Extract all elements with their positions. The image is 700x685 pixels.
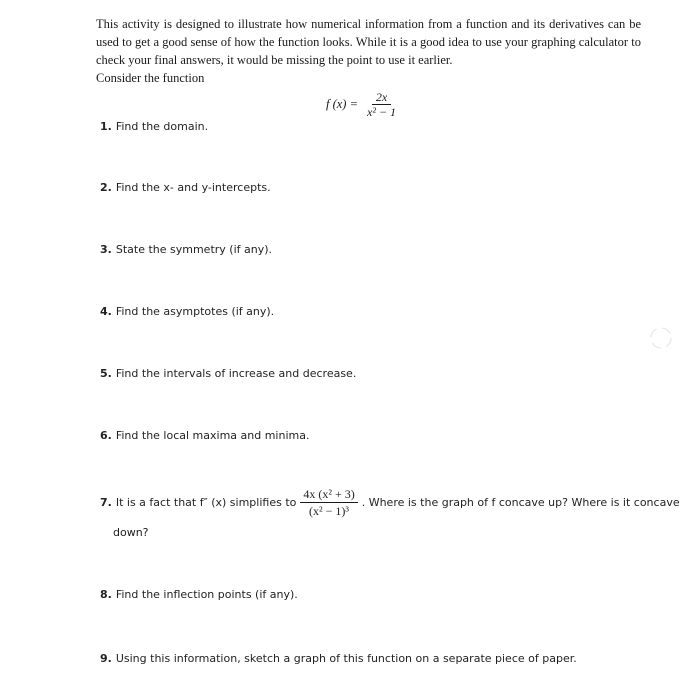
question-4 bbox=[100, 305, 274, 318]
function-formula bbox=[326, 90, 400, 119]
question-number: 2. bbox=[100, 181, 112, 194]
consider-label: Consider the function bbox=[96, 71, 205, 85]
question-text: Find the domain. bbox=[115, 120, 209, 133]
second-derivative-fraction bbox=[300, 486, 357, 519]
question-number: 5. bbox=[100, 367, 112, 380]
question-8 bbox=[100, 588, 298, 601]
question-7-continuation: down? bbox=[113, 526, 149, 539]
question-text: It is a fact that f″ (x) simplifies to bbox=[115, 496, 297, 509]
question-text: Find the asymptotes (if any). bbox=[115, 305, 275, 318]
question-text-continued: . Where is the graph of f concave up? Where is it concave bbox=[361, 496, 680, 509]
question-text: Using this information, sketch a graph of this function on a separate piece of paper. bbox=[115, 652, 577, 665]
question-6 bbox=[100, 429, 309, 442]
question-text: Find the intervals of increase and decrease. bbox=[115, 367, 357, 380]
formula-lhs: f (x) = bbox=[326, 97, 359, 111]
question-1 bbox=[100, 120, 208, 133]
question-9 bbox=[100, 652, 577, 665]
question-text: Find the x- and y-intercepts. bbox=[115, 181, 271, 194]
formula-denominator: x² − 1 bbox=[367, 105, 397, 119]
question-2 bbox=[100, 181, 271, 194]
question-number: 9. bbox=[100, 652, 112, 665]
formula-numerator: 2x bbox=[372, 90, 391, 105]
question-text: State the symmetry (if any). bbox=[115, 243, 273, 256]
question-number: 7. bbox=[100, 496, 112, 509]
question-5 bbox=[100, 367, 356, 380]
question-text: Find the local maxima and minima. bbox=[115, 429, 310, 442]
question-7 bbox=[100, 486, 680, 519]
question-number: 3. bbox=[100, 243, 112, 256]
question-number: 8. bbox=[100, 588, 112, 601]
intro-paragraph: This activity is designed to illustrate how numerical information from a function and its derivatives can be used to get a good sense of how the function looks. While it is a good idea to use your graphing calculator to check your final answers, it would be missing the point to use it earlier. bbox=[96, 17, 641, 67]
scan-artifact-icon bbox=[648, 325, 674, 351]
cropped-header-line bbox=[0, 0, 700, 4]
question-text: Find the inflection points (if any). bbox=[115, 588, 298, 601]
question-3 bbox=[100, 243, 272, 256]
question-number: 1. bbox=[100, 120, 112, 133]
fraction-denominator: (x² − 1)³ bbox=[309, 504, 350, 518]
question-number: 6. bbox=[100, 429, 112, 442]
formula-fraction bbox=[363, 90, 400, 119]
question-number: 4. bbox=[100, 305, 112, 318]
fraction-numerator: 4x (x² + 3) bbox=[300, 486, 357, 503]
